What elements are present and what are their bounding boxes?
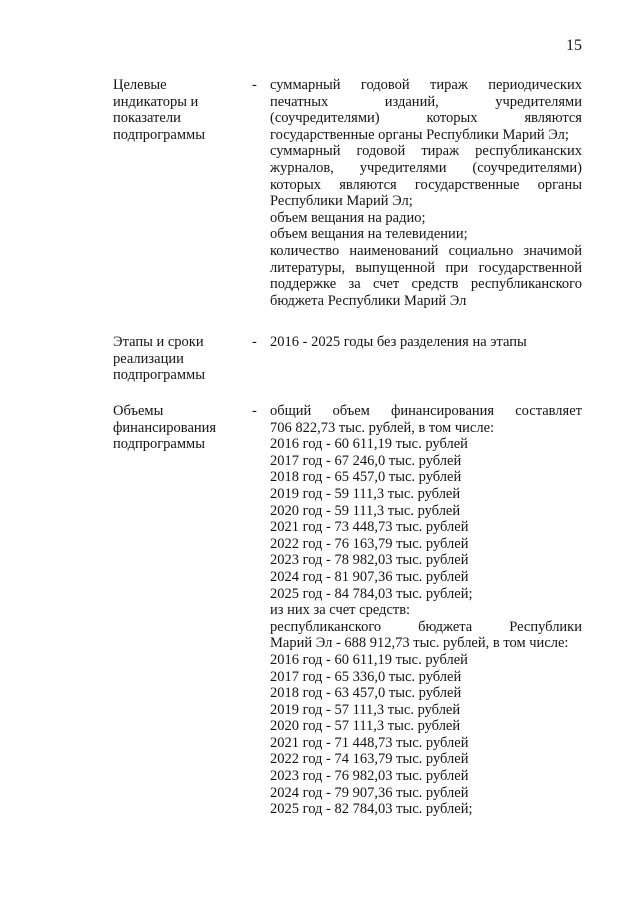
section-label-line: финансирования [113,419,217,436]
section-label-line: показатели [113,110,181,127]
content-line: 2016 год - 60 611,19 тыс. рублей [270,651,468,668]
content-line: объем вещания на телевидении; [270,226,468,243]
section-label-line: индикаторы и [113,93,199,110]
content-word: значимой [523,242,582,259]
content-word: литературы, [270,259,346,276]
content-word: которых [270,176,322,193]
content-word: годовой [360,77,410,93]
section-content [270,403,582,818]
content-line [270,243,582,260]
content-word: республиканского [470,276,582,293]
content-word: счет [373,276,400,293]
section-dash: - [252,334,257,350]
content-word: являются [339,176,397,193]
content-line [270,619,582,636]
section-label [113,334,243,384]
content-line [270,160,582,177]
page-number: 15 [566,37,582,54]
section-label [113,77,243,143]
content-word: поддержке [270,276,337,293]
content-word: учредителями [359,159,447,176]
content-word: средств [411,276,459,293]
content-word: тираж [430,77,468,93]
content-word: составляет [515,403,582,419]
content-line: 2019 год - 59 111,3 тыс. рублей [270,485,461,502]
content-line: 2023 год - 78 982,03 тыс. рублей [270,552,469,569]
content-line: Республики Марий Эл; [270,193,413,210]
content-line: объем вещания на радио; [270,209,426,226]
content-line: 2020 год - 59 111,3 тыс. рублей [270,502,461,519]
content-line: бюджета Республики Марий Эл [270,292,467,309]
content-word: общий [270,403,312,419]
content-word: за [348,276,361,293]
content-line: 2022 год - 76 163,79 тыс. рублей [270,535,469,552]
content-line [270,260,582,277]
content-line: 2017 год - 65 336,0 тыс. рублей [270,668,462,685]
content-line [270,110,582,127]
content-line [270,403,582,420]
content-line [270,276,582,293]
content-word: являются [524,110,582,127]
content-line: из них за счет средств: [270,602,411,619]
section-label-line: Целевые [113,77,167,93]
content-word: наименований [349,242,439,259]
content-word: республиканских [475,143,582,160]
content-line: 2023 год - 76 982,03 тыс. рублей [270,768,469,785]
content-line: 2020 год - 57 111,3 тыс. рублей [270,718,461,735]
content-word: при [445,259,469,276]
section-label-line: подпрограммы [113,436,205,453]
content-word: республиканского [270,618,382,635]
section-content [270,334,582,351]
content-word: изданий, [384,93,439,110]
content-line: 706 822,73 тыс. рублей, в том числе: [270,419,495,436]
section-label-line: подпрограммы [113,126,205,143]
content-line [270,177,582,194]
content-word: тираж [421,143,460,160]
content-word: периодических [488,77,582,93]
content-word: суммарный [270,77,341,93]
content-line [270,94,582,111]
content-line: 2018 год - 65 457,0 тыс. рублей [270,469,462,486]
content-word: (соучредителями) [472,159,582,176]
section-label-line: Объемы [113,403,164,419]
content-word: учредителями [495,93,582,110]
content-line: 2024 год - 81 907,36 тыс. рублей [270,568,469,585]
content-line [270,143,582,160]
content-word: годовой [356,143,406,160]
content-word: (соучредителями) [270,110,380,127]
content-word: государственные [414,176,520,193]
section-label-line: реализации [113,350,184,367]
section-label [113,403,243,453]
content-line: 2016 год - 60 611,19 тыс. рублей [270,436,468,453]
content-line: Марий Эл - 688 912,73 тыс. рублей, в том числе: [270,635,569,652]
section-content [270,77,582,309]
content-word: печатных [270,93,329,110]
content-line: 2024 год - 79 907,36 тыс. рублей [270,784,469,801]
content-line: 2019 год - 57 111,3 тыс. рублей [270,701,461,718]
content-word: Республики [509,618,582,635]
content-word: журналов, [270,159,334,176]
content-line: 2018 год - 63 457,0 тыс. рублей [270,685,462,702]
content-line: 2025 год - 82 784,03 тыс. рублей; [270,801,473,818]
section-label-line: подпрограммы [113,367,205,384]
content-line [270,77,582,94]
content-word: бюджета [418,618,473,635]
content-word: социально [448,242,514,259]
content-word: суммарный [270,143,341,160]
content-line: 2025 год - 84 784,03 тыс. рублей; [270,585,473,602]
content-word: количество [270,242,340,259]
content-line: 2017 год - 67 246,0 тыс. рублей [270,452,462,469]
content-line: 2016 - 2025 годы без разделения на этапы [270,334,527,350]
content-line: 2022 год - 74 163,79 тыс. рублей [270,751,469,768]
content-word: выпущенной [355,259,436,276]
content-word: объем [332,403,370,419]
section-dash: - [252,403,257,419]
content-line: государственные органы Республики Марий Эл; [270,126,569,143]
content-line: 2021 год - 73 448,73 тыс. рублей [270,519,469,536]
content-word: органы [537,176,582,193]
content-word: государственной [478,259,582,276]
section-dash: - [252,77,257,93]
section-label-line: Этапы и сроки [113,334,204,350]
content-word: финансирования [390,403,495,419]
content-line: 2021 год - 71 448,73 тыс. рублей [270,734,469,751]
content-word: которых [426,110,478,127]
